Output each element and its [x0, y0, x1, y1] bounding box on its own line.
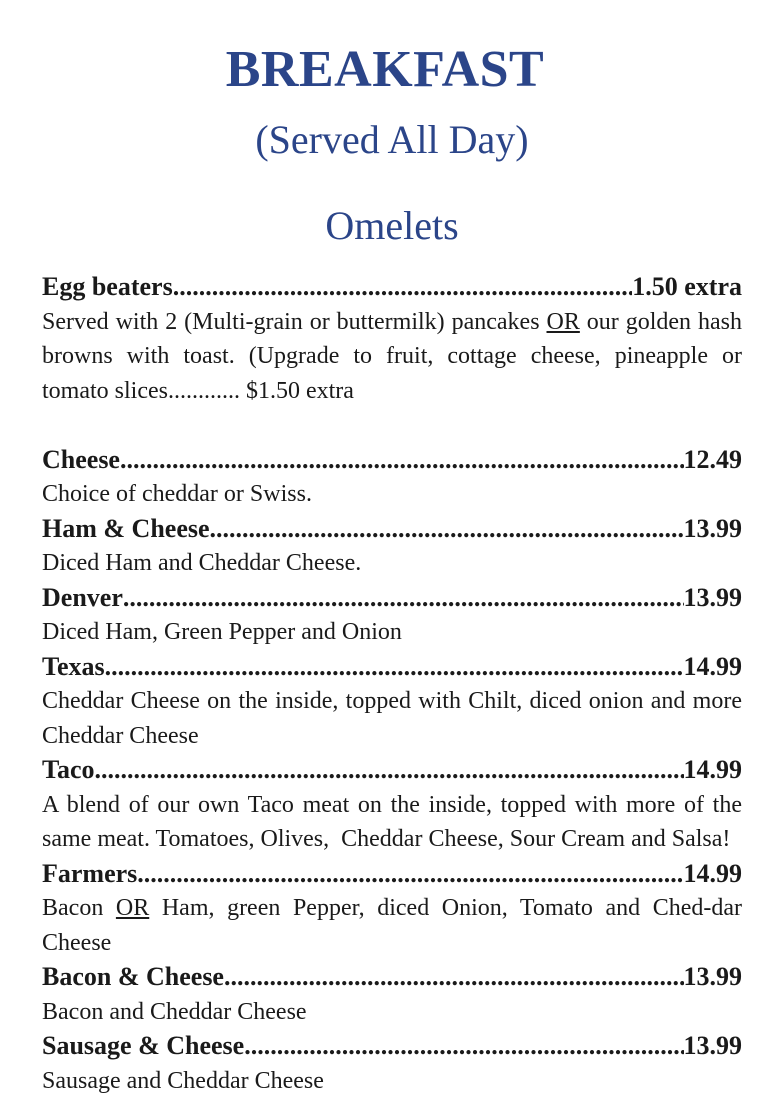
item-price: 13.99	[683, 582, 742, 612]
or-emphasis: OR	[546, 308, 580, 335]
item-price: 1.50 extra	[632, 272, 742, 301]
item-description: Diced Ham, Green Pepper and Onion	[42, 619, 402, 645]
dot-leader	[210, 512, 684, 547]
item-name: Denver	[42, 582, 123, 612]
item-line	[42, 857, 742, 892]
menu-item-sausage-cheese	[42, 1029, 742, 1098]
item-price: 14.99	[683, 755, 742, 784]
item-description: A blend of our own Taco meat on the inside, topped with more of the same meat. Tomatoes, Olives, Cheddar Cheese, Sour Cream and Salsa!	[42, 791, 748, 852]
item-price: 14.99	[683, 858, 742, 888]
item-name: Farmers	[42, 858, 138, 888]
description-text: Bacon	[42, 895, 116, 921]
item-description: Bacon and Cheddar Cheese	[42, 998, 307, 1025]
item-price: 12.49	[683, 444, 742, 474]
item-description: Diced Ham and Cheddar Cheese.	[42, 550, 362, 576]
or-emphasis: OR	[115, 895, 150, 921]
dot-leader	[244, 1029, 683, 1064]
menu-content	[42, 270, 748, 1098]
item-description: Sausage and Cheddar Cheese	[42, 1067, 324, 1094]
menu-item-cheese	[42, 443, 742, 512]
item-name: Sausage & Cheese	[42, 1031, 245, 1060]
item-line	[42, 270, 742, 305]
item-name: Texas	[42, 651, 105, 681]
item-price: 14.99	[683, 651, 742, 681]
item-price: 13.99	[683, 962, 742, 991]
item-name: Taco	[42, 755, 95, 784]
dot-leader	[95, 753, 684, 788]
dot-leader	[123, 581, 684, 616]
item-line	[42, 753, 742, 788]
item-price: 13.99	[683, 513, 742, 543]
item-line	[42, 443, 742, 478]
dot-leader	[224, 960, 684, 995]
item-name: Cheese	[42, 444, 120, 474]
description-text: Ham, green Pepper, diced Onion, Tomato and Ched-dar Cheese	[42, 895, 743, 956]
menu-item-taco	[42, 753, 748, 857]
item-line	[42, 960, 742, 995]
page-title: BREAKFAST	[225, 41, 545, 98]
dot-leader	[105, 650, 684, 685]
dot-leader	[120, 443, 684, 478]
item-line	[42, 1029, 742, 1064]
dot-leader	[137, 857, 683, 892]
menu-item-ham-cheese	[42, 512, 742, 581]
page-subtitle: (Served All Day)	[255, 117, 529, 162]
item-name: Ham & Cheese	[42, 513, 210, 543]
menu-item-texas	[42, 650, 742, 754]
item-line	[42, 650, 742, 685]
menu-item-egg-beaters	[42, 270, 742, 408]
spacer	[42, 408, 742, 443]
item-description: Choice of cheddar or Swiss.	[42, 481, 312, 507]
menu-item-farmers	[42, 857, 742, 961]
item-price: 13.99	[683, 1031, 742, 1060]
item-name: Bacon & Cheese	[42, 962, 224, 991]
menu-item-bacon-cheese	[42, 960, 742, 1029]
item-description: Cheddar Cheese on the inside, topped with Chilt, diced onion and more Cheddar Cheese	[42, 688, 742, 749]
description-text: Served with 2 (Multi-grain or buttermilk) pancakes	[42, 308, 547, 335]
menu-item-denver	[42, 581, 742, 650]
item-description	[42, 891, 742, 960]
item-name: Egg beaters	[42, 272, 173, 301]
section-heading: Omelets	[325, 203, 459, 248]
item-line	[42, 581, 742, 616]
dot-leader	[173, 270, 633, 305]
item-line	[42, 512, 742, 547]
item-description	[42, 305, 742, 409]
description-text: our golden hash browns with toast. (Upgrade to fruit, cottage cheese, pineapple or tomato slices............ $1.50 extra	[42, 308, 742, 404]
